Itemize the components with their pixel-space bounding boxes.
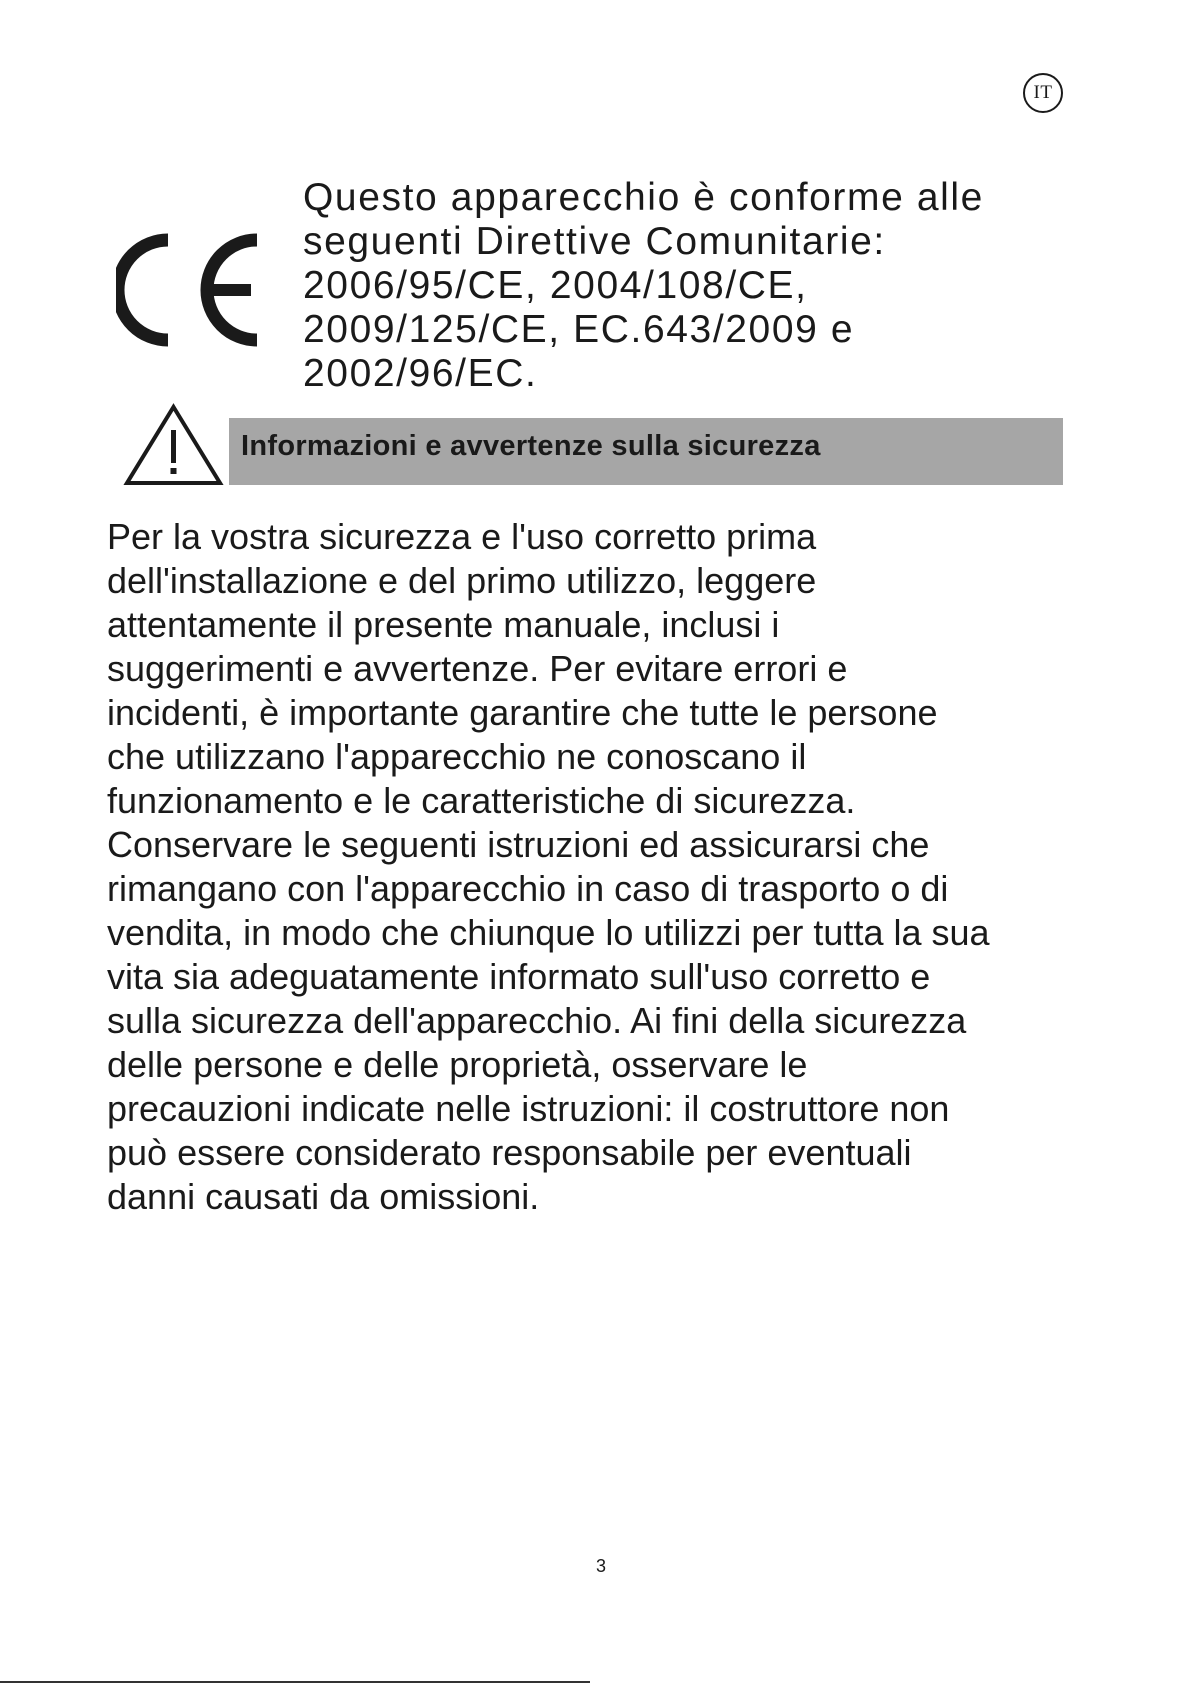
bottom-rule xyxy=(0,1681,590,1683)
safety-section-banner xyxy=(229,418,1063,485)
section-title: Informazioni e avvertenze sulla sicurezza xyxy=(241,430,821,462)
language-badge: IT xyxy=(1023,73,1063,113)
safety-paragraph: Per la vostra sicurezza e l'uso corretto prima dell'installazione e del primo utilizzo, leggere attentamente il presente manuale, inclusi i suggerimenti e avvertenze. Per evitare errori e incidenti, è importante garantire che tutte le persone che utilizzano l'apparecchio ne conoscano il funzionamento e le caratteristiche di sicurezza. Conservare le seguenti istruzioni ed assicurarsi che rimangano con l'apparecchio in caso di trasporto o di vendita, in modo che chiunque lo utilizzi per tutta la sua vita sia adeguatamente informato sull'uso corretto e sulla sicurezza dell'apparecchio. Ai fini della sicurezza delle persone e delle proprietà, osservare le precauzioni indicate nelle istruzioni: il costruttore non può essere considerato responsabile per eventuali danni causati da omissioni. xyxy=(107,516,990,1217)
directives-statement: Questo apparecchio è conforme alle seguenti Direttive Comunitarie: 2006/95/CE, 2004/108/CE, 2009/125/CE, EC.643/2009 e 2002/96/EC. xyxy=(303,176,984,395)
ce-mark-icon xyxy=(116,233,266,347)
warning-triangle-icon xyxy=(123,403,224,488)
page-number: 3 xyxy=(595,1556,606,1576)
